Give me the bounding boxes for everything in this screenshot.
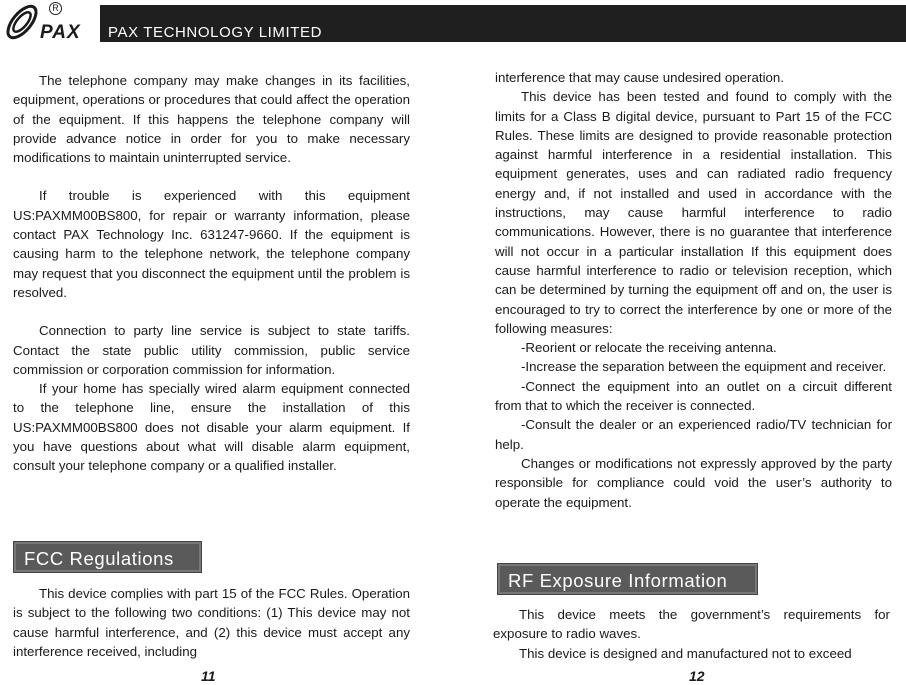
left-column bbox=[13, 71, 410, 476]
paragraph: Connection to party line service is subject to state tariffs. Contact the state public utility commission, public service commission or corporation commission for information. bbox=[13, 323, 410, 377]
measure-item: -Increase the separation between the equipment and receiver. bbox=[521, 359, 887, 375]
right-column-continued bbox=[493, 605, 890, 663]
paragraph: Changes or modifications not expressly approved by the party responsible for compliance could void the user’s authority to operate the equipment. bbox=[495, 455, 892, 510]
company-name: PAX TECHNOLOGY LIMITED bbox=[108, 24, 323, 41]
pax-logo-swirl-icon bbox=[0, 0, 44, 44]
paragraph: This device complies with part 15 of the FCC Rules. Operation is subject to the following two conditions: (1) This device may not cause harmful interference, and (2) this device must accept any interference received, including bbox=[13, 586, 410, 659]
registered-mark: R bbox=[49, 2, 62, 15]
paragraph: interference that may cause undesired operation. bbox=[495, 70, 785, 85]
section-heading-rf-exposure: RF Exposure Information bbox=[498, 564, 757, 594]
page-number-left: 11 bbox=[201, 668, 216, 684]
measure-item: -Connect the equipment into an outlet on a circuit different from that to which the receiver is connected. bbox=[495, 378, 892, 414]
right-column bbox=[495, 68, 892, 512]
section-heading-fcc: FCC Regulations bbox=[14, 542, 201, 572]
page-number-right: 12 bbox=[689, 668, 705, 684]
paragraph: The telephone company may make changes in its facilities, equipment, operations or procedures that could affect the operation of the equipment. If this happens the telephone company will provide advance notice in order for you to make necessary modifications to maintain uninterrupted service. bbox=[13, 73, 410, 166]
paragraph: This device has been tested and found to comply with the limits for a Class B digital device, pursuant to Part 15 of the FCC Rules. These limits are designed to provide reasonable protection against harmful interference in a residential installation. This equipment generates, uses and can radiated radio frequency energy and, if not installed and used in accordance with the instructions, may cause harmful interference to radio communications. However, there is no guarantee that interference will not occur in a particular installation If this equipment does cause harmful interference to radio or television reception, which can be determined by turning the equipment off and on, the user is encouraged to try to correct the interference by one or more of the following measures: bbox=[495, 89, 892, 336]
brand-name: PAX bbox=[40, 22, 81, 43]
pax-logo bbox=[0, 0, 100, 44]
paragraph: If your home has specially wired alarm equipment connected to the telephone line, ensure the installation of this US:PAXMM00BS800 does not disable your alarm equipment. If you have questions about what will disable alarm equipment, consult your telephone company or a qualified installer. bbox=[13, 381, 410, 474]
measure-item: -Consult the dealer or an experienced radio/TV technician for help. bbox=[495, 417, 892, 452]
paragraph: If trouble is experienced with this equipment US:PAXMM00BS800, for repair or warranty information, please contact PAX Technology Inc. 631247-9660. If the equipment is causing harm to the telephone network, the telephone company may request that you disconnect the equipment until the problem is resolved. bbox=[13, 188, 410, 300]
left-column-continued bbox=[13, 584, 410, 661]
measure-item: -Reorient or relocate the receiving antenna. bbox=[521, 340, 777, 356]
paragraph: This device is designed and manufactured not to exceed bbox=[519, 645, 852, 661]
paragraph: This device meets the government’s requirements for exposure to radio waves. bbox=[493, 607, 890, 642]
